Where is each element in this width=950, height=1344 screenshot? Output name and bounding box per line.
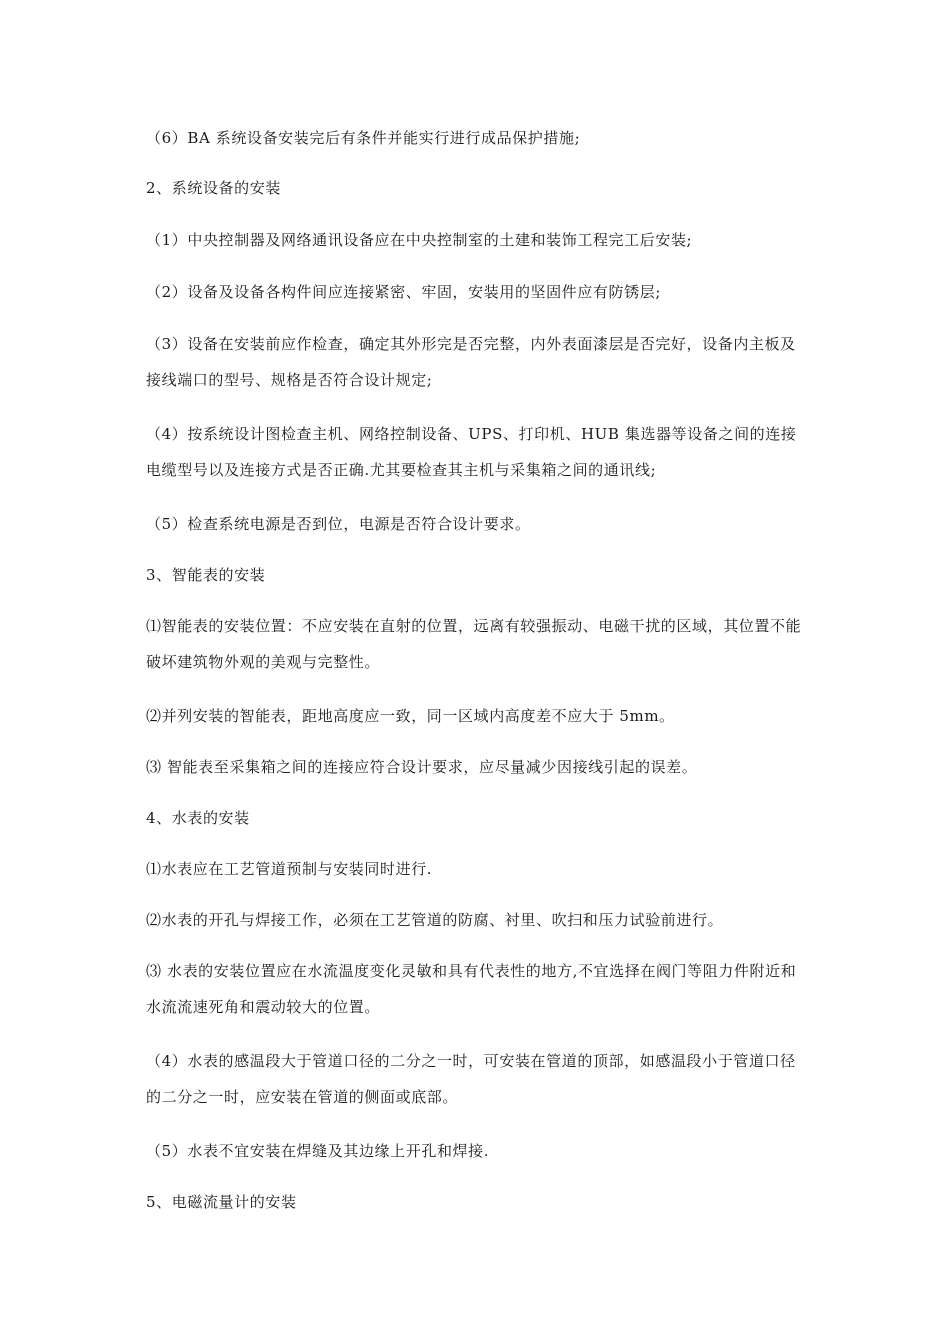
paragraph-smart-meter-height: ⑵并列安装的智能表，距地高度应一致，同一区域内高度差不应大于 5mm。 — [146, 707, 675, 725]
paragraph-cable-check: （4）按系统设计图检查主机、网络控制设备、UPS、打印机、HUB 集选器等设备之间的连接电缆型号以及连接方式是否正确.尤其要检查其主机与采集箱之间的通讯线; — [146, 425, 797, 479]
heading-smart-meter-installation: 3、智能表的安装 — [146, 566, 266, 584]
heading-water-meter-installation: 4、水表的安装 — [146, 809, 250, 827]
paragraph-water-meter-sensor: （4）水表的感温段大于管道口径的二分之一时，可安装在管道的顶部，如感温段小于管道口径的二分之一时，应安装在管道的侧面或底部。 — [146, 1052, 796, 1106]
paragraph-equipment-connection: （2）设备及设备各构件间应连接紧密、牢固，安装用的坚固件应有防锈层; — [146, 283, 662, 301]
paragraph-equipment-inspection: （3）设备在安装前应作检查，确定其外形完是否完整，内外表面漆层是否完好，设备内主板及接线端口的型号、规格是否符合设计规定; — [146, 335, 796, 389]
paragraph-water-meter-welding: ⑵水表的开孔与焊接工作，必须在工艺管道的防腐、衬里、吹扫和压力试验前进行。 — [146, 911, 724, 929]
paragraph-smart-meter-position: ⑴智能表的安装位置：不应安装在直射的位置，远离有较强振动、电磁干扰的区域，其位置不能破坏建筑物外观的美观与完整性。 — [146, 617, 802, 671]
paragraph-water-meter-position: ⑶ 水表的安装位置应在水流温度变化灵敏和具有代表性的地方,不宜选择在阀门等阻力件附近和水流流速死角和震动较大的位置。 — [146, 962, 797, 1016]
paragraph-smart-meter-wiring: ⑶ 智能表至采集箱之间的连接应符合设计要求，应尽量减少因接线引起的误差。 — [146, 758, 698, 776]
paragraph-water-meter-timing: ⑴水表应在工艺管道预制与安装同时进行. — [146, 860, 433, 878]
paragraph-water-meter-weld-seam: （5）水表不宜安装在焊缝及其边缘上开孔和焊接. — [146, 1142, 490, 1160]
heading-system-equipment-installation: 2、系统设备的安装 — [146, 179, 281, 197]
paragraph-central-controller: （1）中央控制器及网络通讯设备应在中央控制室的土建和装饰工程完工后安装; — [146, 231, 693, 249]
paragraph-finished-product-protection: （6）BA 系统设备安装完后有条件并能实行进行成品保护措施; — [146, 129, 581, 147]
heading-electromagnetic-flowmeter: 5、电磁流量计的安装 — [146, 1193, 297, 1211]
paragraph-power-check: （5）检查系统电源是否到位，电源是否符合设计要求。 — [146, 515, 531, 533]
